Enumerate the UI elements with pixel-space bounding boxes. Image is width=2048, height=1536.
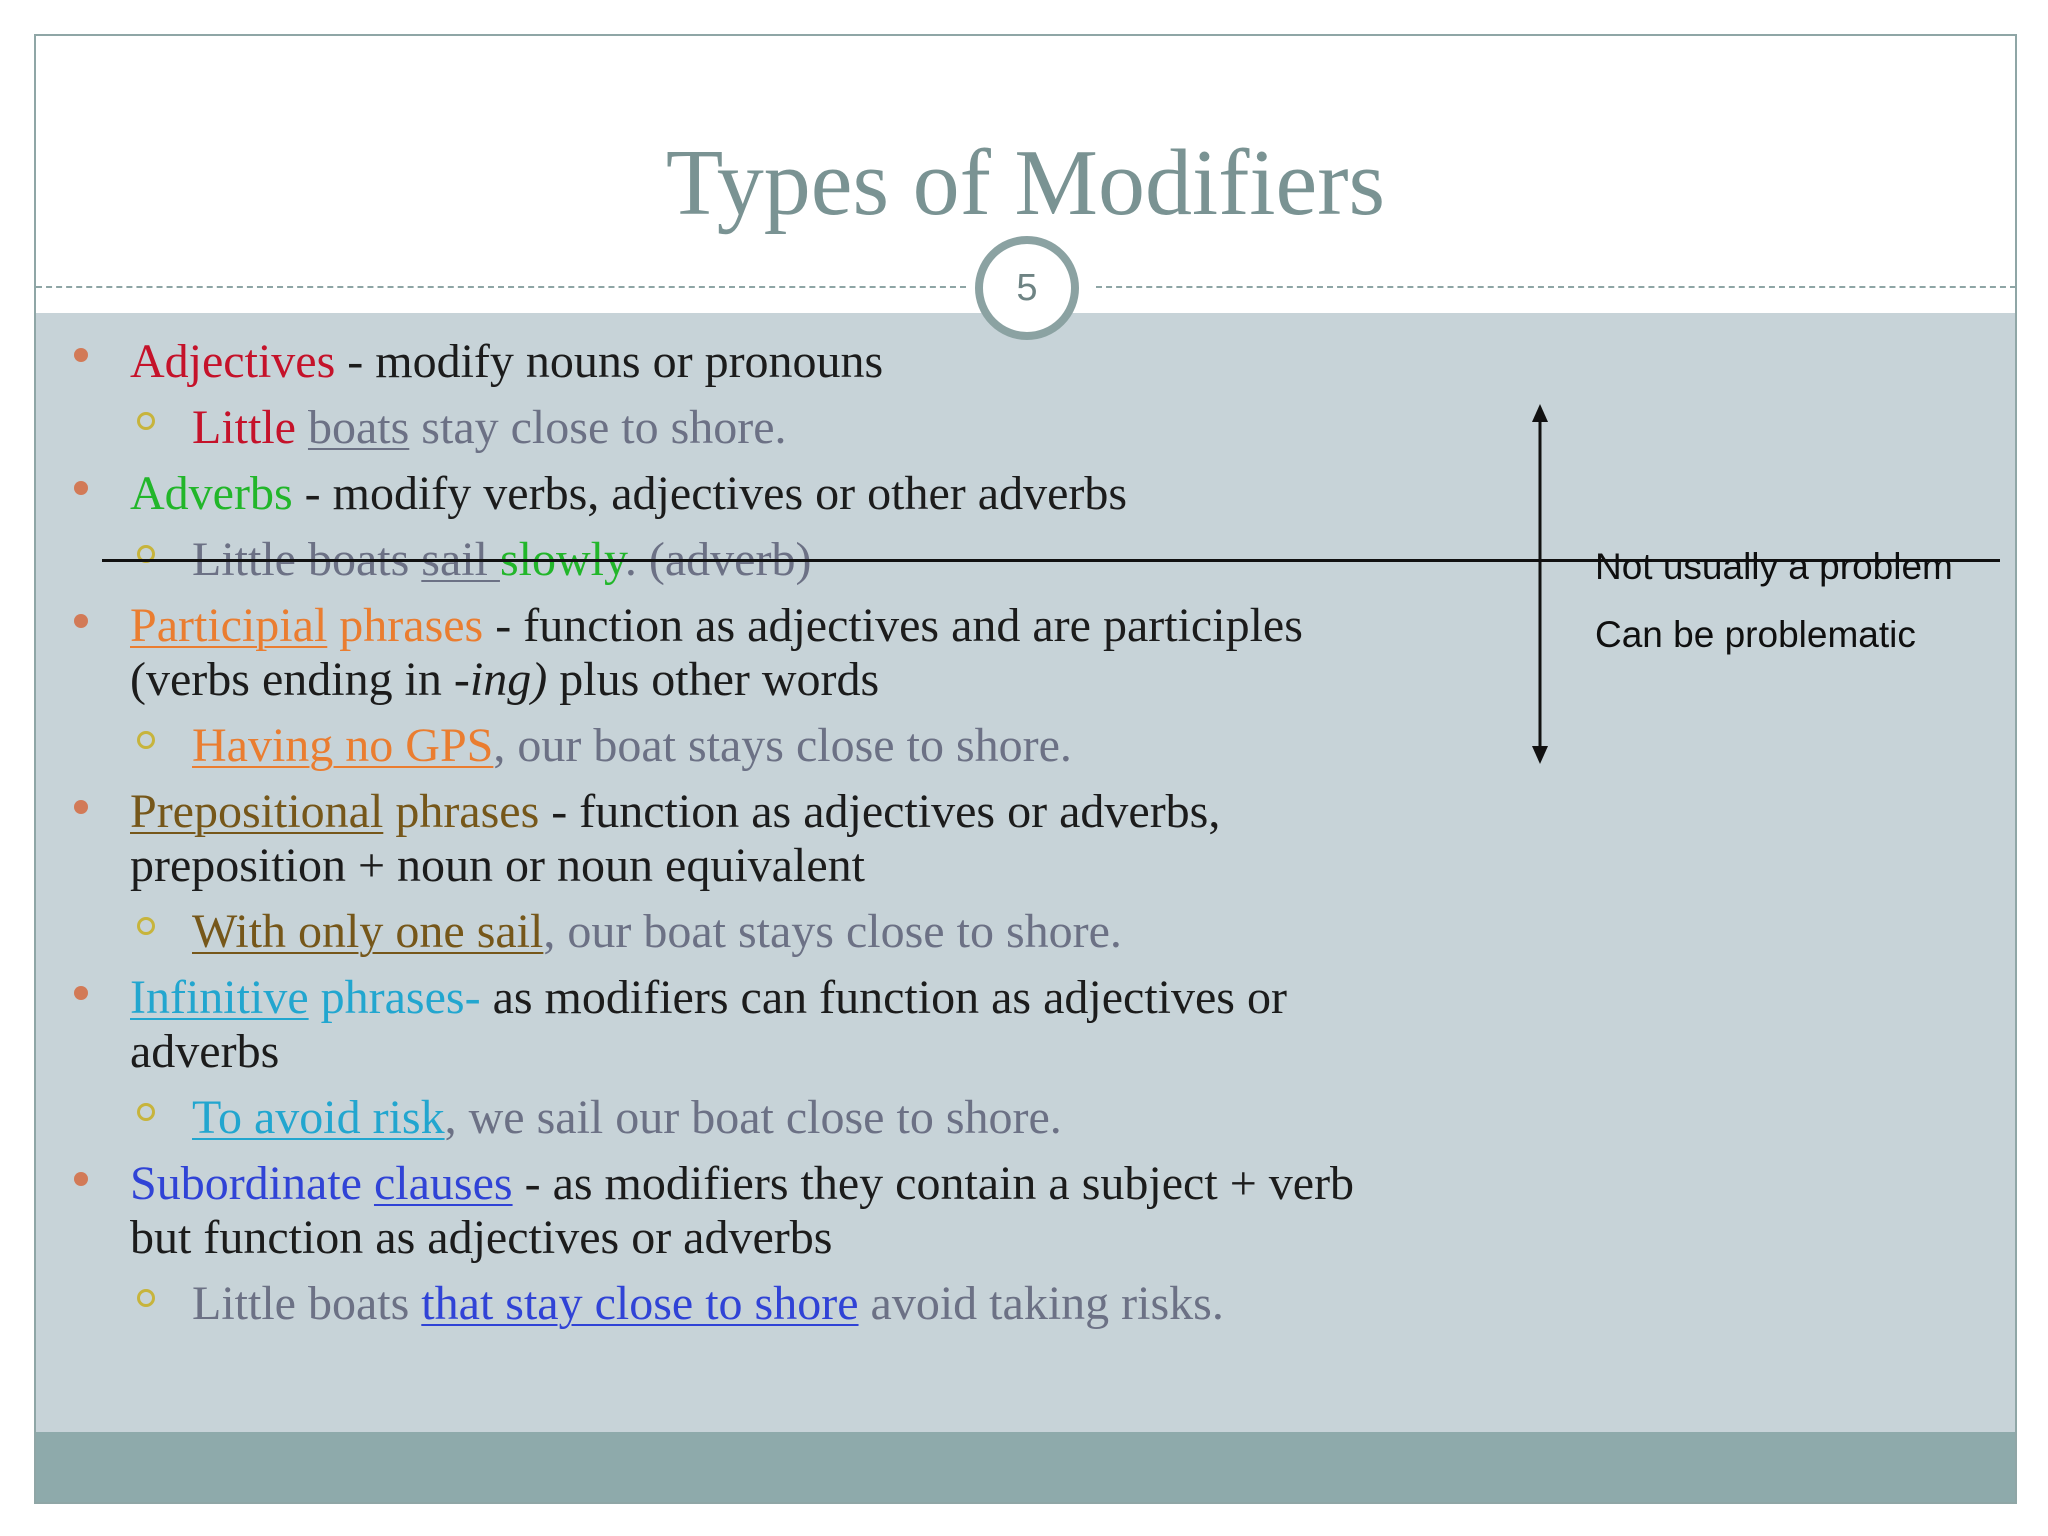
term-adjectives: Adjectives [130,335,336,388]
term-infinitive: Infinitive [130,971,309,1024]
example-prepositional [192,905,1642,959]
bullet-adjectives [130,335,1580,389]
example-rest: , our boat stays close to shore. [493,719,1072,772]
term-subordinate: Subordinate [130,1157,374,1210]
bullet-infinitive-line2 [130,1025,1580,1079]
example-rest: , we sail our boat close to shore. [444,1091,1062,1144]
description-italic: ing) [469,653,548,706]
description: - modify nouns or pronouns [335,335,884,388]
term-prepositional: Prepositional [130,785,384,838]
description: - modify verbs, adjectives or other adverbs [292,467,1128,520]
example-subordinate [192,1277,1642,1331]
page-number: 5 [1016,266,1038,309]
description: preposition + noun or noun equivalent [130,839,865,892]
sub-bullet-ring [137,917,155,935]
term-phrases: phrases- [308,971,481,1024]
bullet-dot [74,348,88,362]
bullet-participial [130,599,1580,653]
bullet-dot [74,481,88,495]
label-not-usually-a-problem: Not usually a problem [1595,546,1953,587]
description: but function as adjectives or adverbs [130,1211,833,1264]
bullet-adverbs [130,467,1580,521]
example-start: Little boats [192,1277,422,1330]
bullet-prepositional [130,785,1580,839]
description: (verbs ending in - [130,653,470,706]
description: - function as adjectives or adverbs, [539,785,1221,838]
example-rest: , our boat stays close to shore. [543,905,1122,958]
description: - as modifiers they contain a subject + verb [512,1157,1355,1210]
example-rest: . (adverb) [624,533,812,586]
description: adverbs [130,1025,280,1078]
example-rest: avoid taking risks. [858,1277,1224,1330]
label-can-be-problematic: Can be problematic [1595,614,1916,655]
example-modifier: Having no GPS [192,719,494,772]
sub-bullet-ring [137,1103,155,1121]
sub-bullet-ring [137,412,155,430]
example-modifier: that stay close to shore [421,1277,859,1330]
bullet-subordinate [130,1157,1580,1211]
term-clauses: clauses [373,1157,513,1210]
description: - function as adjectives and are participles [483,599,1303,652]
example-modifier: slowly [499,533,625,586]
example-modifier: With only one sail [192,905,544,958]
example-modified-word: boats [307,401,410,454]
bullet-dot [74,800,88,814]
example-start: Little boats [192,533,422,586]
term-participial: Participial [130,599,328,652]
example-modifier: Little [192,401,296,454]
sub-bullet-ring [137,1289,155,1307]
example-rest: stay close to shore. [409,401,787,454]
example-participial [192,719,1642,773]
example-modifier: To avoid risk [192,1091,445,1144]
description: as modifiers can function as adjectives or [480,971,1287,1024]
bullet-participial-line2 [130,653,1580,707]
bullet-dot [74,614,88,628]
example-infinitive [192,1091,1642,1145]
example-space [296,401,308,454]
double-arrow-icon [1520,404,1560,764]
slide-title: Types of Modifiers [665,131,1386,235]
example-adjectives [192,401,1642,455]
sub-bullet-ring [137,731,155,749]
term-adverbs: Adverbs [130,467,293,520]
example-modified-word: sail [421,533,500,586]
term-phrases: phrases [383,785,540,838]
bullet-subordinate-line2 [130,1211,1580,1265]
bullet-infinitive [130,971,1580,1025]
bullet-dot [74,986,88,1000]
bullet-prepositional-line2 [130,839,1580,893]
bullet-dot [74,1172,88,1186]
description: plus other words [547,653,880,706]
term-phrases: phrases [327,599,484,652]
